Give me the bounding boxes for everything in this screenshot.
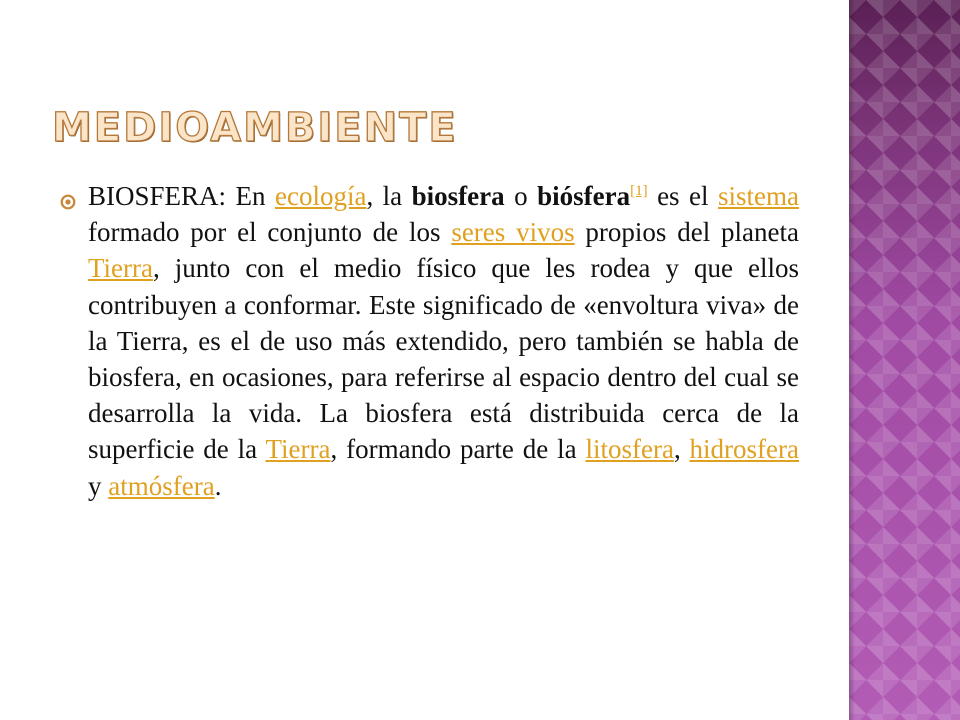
- text-segment: , junto con el medio físico que les rodea y que ellos contribuyen a conformar. Este significado de «envoltura viva» de la Tierra, es el de uso más extendido, pero también se habla de biosfera, en ocasiones, para referirse al espacio dentro del cual se desarrolla la vida. La biosfera está distribuida cerca de la superficie de la: [88, 253, 799, 465]
- link-tierra[interactable]: Tierra: [88, 253, 153, 284]
- text-segment: o: [504, 181, 538, 211]
- biosfera-paragraph: [88, 178, 799, 504]
- link-sistema[interactable]: sistema: [718, 181, 800, 211]
- reference-link[interactable]: [1]: [630, 183, 648, 199]
- text-segment: , la: [366, 181, 412, 211]
- slide-title: MEDIOAMBIENTE: [52, 105, 458, 151]
- link-ecologia[interactable]: ecología: [274, 181, 367, 211]
- link-seres-vivos[interactable]: seres vivos: [451, 217, 575, 248]
- link-atmosfera[interactable]: atmósfera: [108, 470, 215, 501]
- decorative-side-band: [849, 0, 960, 720]
- term-biosfera: biosfera: [411, 181, 505, 211]
- text-segment: y: [88, 470, 109, 501]
- band-shadow: [849, 0, 855, 720]
- text-segment: es el: [647, 181, 719, 211]
- text-segment: BIOSFERA: En: [88, 181, 275, 211]
- text-segment: propios del planeta: [574, 217, 799, 248]
- link-tierra-2[interactable]: Tierra: [265, 434, 331, 465]
- circle-bullet-icon: [60, 194, 76, 210]
- text-segment: ,: [673, 434, 690, 465]
- link-litosfera[interactable]: litosfera: [585, 434, 674, 465]
- text-segment: , formando parte de la: [330, 434, 586, 465]
- text-segment: .: [214, 470, 222, 501]
- text-segment: formado por el conjunto de los: [88, 217, 452, 248]
- link-hidrosfera[interactable]: hidrosfera: [689, 434, 799, 465]
- term-biosfera-accent: biósfera: [537, 181, 631, 211]
